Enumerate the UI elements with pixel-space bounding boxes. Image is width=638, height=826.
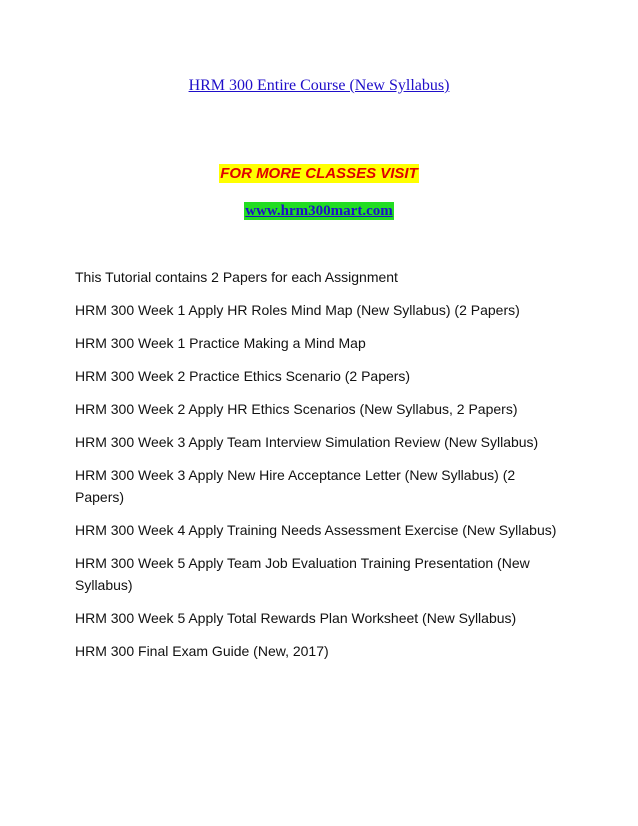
list-item: HRM 300 Week 3 Apply Team Interview Simulation Review (New Syllabus) [75,434,539,450]
list-item: HRM 300 Week 5 Apply Total Rewards Plan Worksheet (New Syllabus) [75,610,517,626]
list-item: HRM 300 Week 5 Apply Team Job Evaluation Training Presentation (New Syllabus) [75,555,530,593]
list-item: HRM 300 Week 3 Apply New Hire Acceptance Letter (New Syllabus) (2 Papers) [75,467,516,505]
course-title-link[interactable]: HRM 300 Entire Course (New Syllabus) [188,77,450,94]
list-item: HRM 300 Week 4 Apply Training Needs Assessment Exercise (New Syllabus) [75,522,557,538]
list-item: HRM 300 Final Exam Guide (New, 2017) [75,643,329,659]
visit-banner [0,164,638,184]
website-link[interactable]: www.hrm300mart.com [245,203,393,219]
assignment-list [75,266,565,673]
list-item: HRM 300 Week 2 Practice Ethics Scenario (2 Papers) [75,368,411,384]
website-row [0,201,638,221]
list-item: HRM 300 Week 1 Apply HR Roles Mind Map (New Syllabus) (2 Papers) [75,302,520,318]
intro-line: This Tutorial contains 2 Papers for each Assignment [75,269,398,285]
list-item: HRM 300 Week 1 Practice Making a Mind Map [75,335,366,351]
visit-label: FOR MORE CLASSES VISIT [220,165,418,182]
list-item: HRM 300 Week 2 Apply HR Ethics Scenarios (New Syllabus, 2 Papers) [75,401,518,417]
